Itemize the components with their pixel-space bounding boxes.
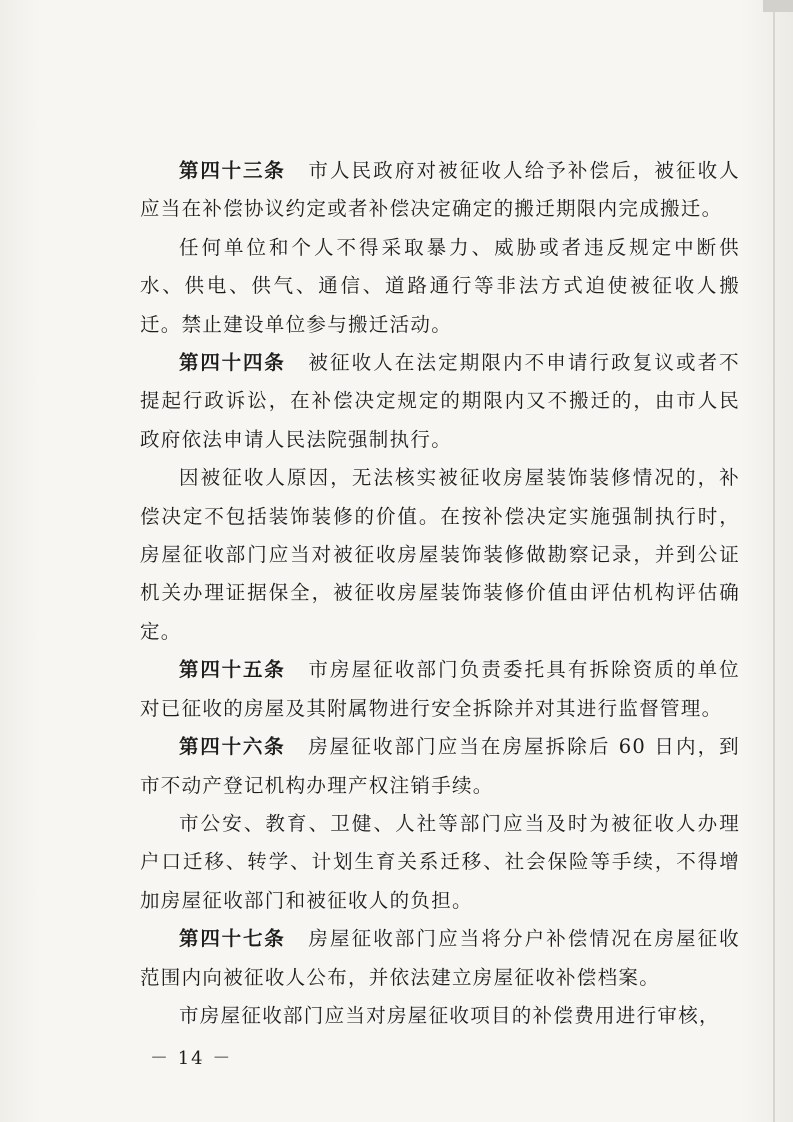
scan-corner-shadow bbox=[763, 0, 793, 12]
paragraph bbox=[140, 229, 740, 344]
paragraph bbox=[140, 997, 740, 1035]
scan-edge-shadow bbox=[773, 0, 775, 1122]
paragraph-text: 房屋征收部门应当在房屋拆除后 60 日内，到市不动产登记机构办理产权注销手续。 bbox=[140, 735, 740, 797]
paragraph-article-45 bbox=[140, 651, 740, 728]
paragraph-text: 市房屋征收部门负责委托具有拆除资质的单位对已征收的房屋及其附属物进行安全拆除并对其进行监督管理。 bbox=[140, 658, 740, 720]
paragraph-text: 市人民政府对被征收人给予补偿后，被征收人应当在补偿协议约定或者补偿决定确定的搬迁期限内完成搬迁。 bbox=[140, 159, 740, 221]
paragraph-text: 因被征收人原因，无法核实被征收房屋装饰装修情况的，补偿决定不包括装饰装修的价值。在按补偿决定实施强制执行时，房屋征收部门应当对被征收房屋装饰装修做勘察记录，并到公证机关办理证据保全，被征收房屋装饰装修价值由评估机构评估确定。 bbox=[140, 466, 740, 643]
paragraph-text: 房屋征收部门应当将分户补偿情况在房屋征收范围内向被征收人公布，并依法建立房屋征收补偿档案。 bbox=[140, 927, 740, 989]
article-heading: 第四十三条 bbox=[179, 159, 286, 182]
paragraph bbox=[140, 805, 740, 920]
paragraph-text: 市房屋征收部门应当对房屋征收项目的补偿费用进行审核， bbox=[179, 1003, 720, 1027]
paragraph-article-43 bbox=[140, 152, 740, 229]
document-body bbox=[140, 152, 740, 1035]
page-number: － 14 － bbox=[150, 1048, 233, 1069]
article-heading: 第四十五条 bbox=[179, 658, 286, 682]
paragraph-article-44 bbox=[140, 344, 740, 459]
article-heading: 第四十七条 bbox=[179, 927, 286, 951]
paragraph-article-47 bbox=[140, 920, 740, 997]
paragraph-text: 任何单位和个人不得采取暴力、威胁或者违反规定中断供水、供电、供气、通信、道路通行等非法方式迫使被征收人搬迁。禁止建设单位参与搬迁活动。 bbox=[140, 235, 740, 336]
paragraph bbox=[140, 459, 740, 651]
paragraph-text: 市公安、教育、卫健、人社等部门应当及时为被征收人办理户口迁移、转学、计划生育关系迁移、社会保险等手续，不得增加房屋征收部门和被征收人的负担。 bbox=[140, 811, 740, 912]
article-heading: 第四十六条 bbox=[179, 735, 286, 759]
article-heading: 第四十四条 bbox=[179, 351, 286, 375]
paragraph-article-46 bbox=[140, 728, 740, 805]
paragraph-text: 被征收人在法定期限内不申请行政复议或者不提起行政诉讼，在补偿决定规定的期限内又不搬迁的，由市人民政府依法申请人民法院强制执行。 bbox=[140, 351, 740, 451]
